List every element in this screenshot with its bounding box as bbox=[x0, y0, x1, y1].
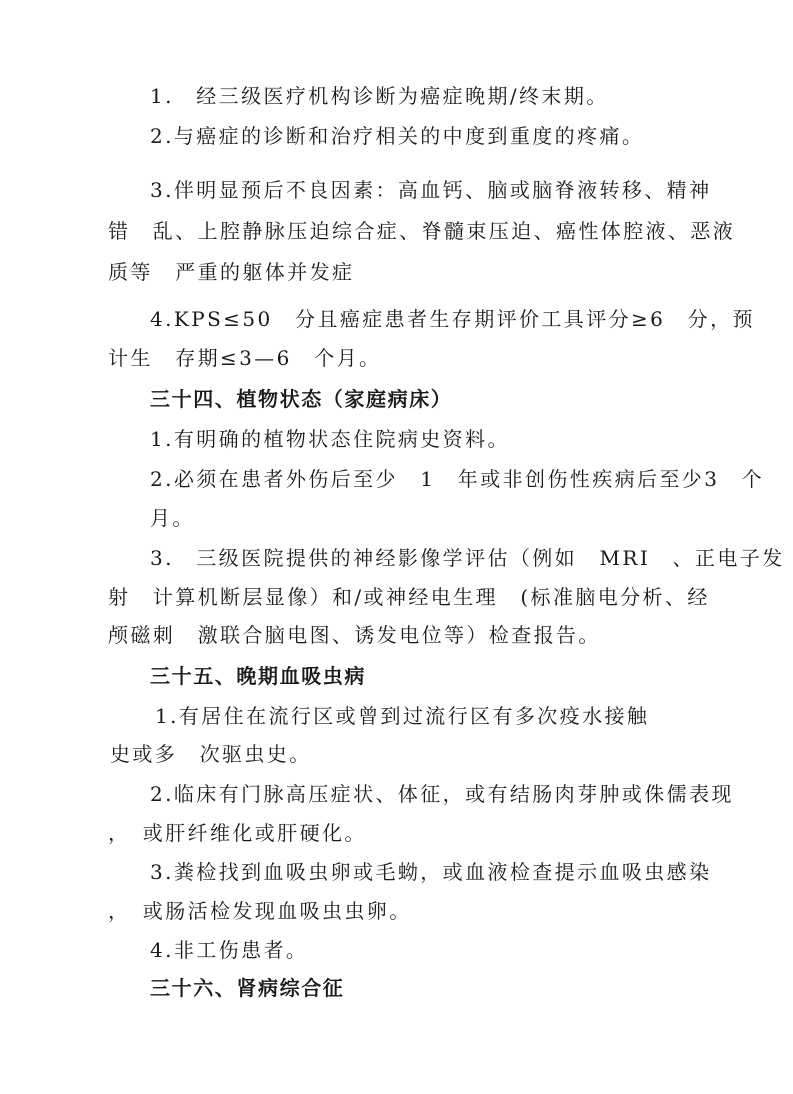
s34-item-1: 1.有明确的植物状态住院病史资料。 bbox=[150, 427, 510, 451]
item-4-line-1: 4.KPS≤50 分且癌症患者生存期评价工具评分≥6 分，预 bbox=[150, 307, 755, 331]
s35-item-1-line-1: 1.有居住在流行区或曾到过流行区有多次疫水接触 bbox=[155, 704, 650, 728]
s35-item-2-line-1: 2.临床有门脉高压症状、体征，或有结肠肉芽肿或侏儒表现 bbox=[150, 782, 734, 806]
s34-item-2-line-2: 月。 bbox=[150, 506, 195, 530]
item-3-line-3: 质等 严重的躯体并发症 bbox=[108, 260, 355, 284]
s34-item-3-line-2: 射 计算机断层显像）和/或神经电生理 (标准脑电分析、经 bbox=[108, 585, 710, 609]
section-heading-35: 三十五、晚期血吸虫病 bbox=[150, 664, 366, 688]
s35-item-2-line-2: ， 或肝纤维化或肝硬化。 bbox=[108, 821, 367, 845]
s34-item-3-line-3: 颅磁刺 激联合脑电图、诱发电位等）检查报告。 bbox=[108, 623, 601, 647]
item-3-line-1: 3.伴明显预后不良因素：高血钙、脑或脑脊液转移、精神 bbox=[150, 178, 712, 202]
item-2-line: 2.与癌症的诊断和治疗相关的中度到重度的疼痛。 bbox=[150, 124, 645, 148]
s35-item-1-line-2: 史或多 次驱虫史。 bbox=[110, 742, 312, 766]
item-1-line: 1. 经三级医疗机构诊断为癌症晚期/终末期。 bbox=[150, 84, 609, 108]
s35-item-4: 4.非工伤患者。 bbox=[150, 938, 309, 962]
s35-item-3-line-2: ， 或肠活检发现血吸虫虫卵。 bbox=[108, 899, 412, 923]
section-heading-36: 三十六、肾病综合征 bbox=[150, 976, 345, 1000]
s34-item-3-line-1: 3. 三级医院提供的神经影像学评估（例如 MRI 、正电子发 bbox=[150, 546, 785, 570]
section-heading-34: 三十四、植物状态（家庭病床） bbox=[150, 387, 453, 411]
item-4-line-2: 计生 存期≤3—6 个月。 bbox=[108, 346, 382, 370]
item-3-line-2: 错 乱、上腔静脉压迫综合症、脊髓束压迫、癌性体腔液、恶液 bbox=[108, 219, 736, 243]
s35-item-3-line-1: 3.粪检找到血吸虫卵或毛蚴，或血液检查提示血吸虫感染 bbox=[150, 860, 712, 884]
s34-item-2-line-1: 2.必须在患者外伤后至少 1 年或非创伤性疾病后至少3 个 bbox=[150, 467, 765, 491]
